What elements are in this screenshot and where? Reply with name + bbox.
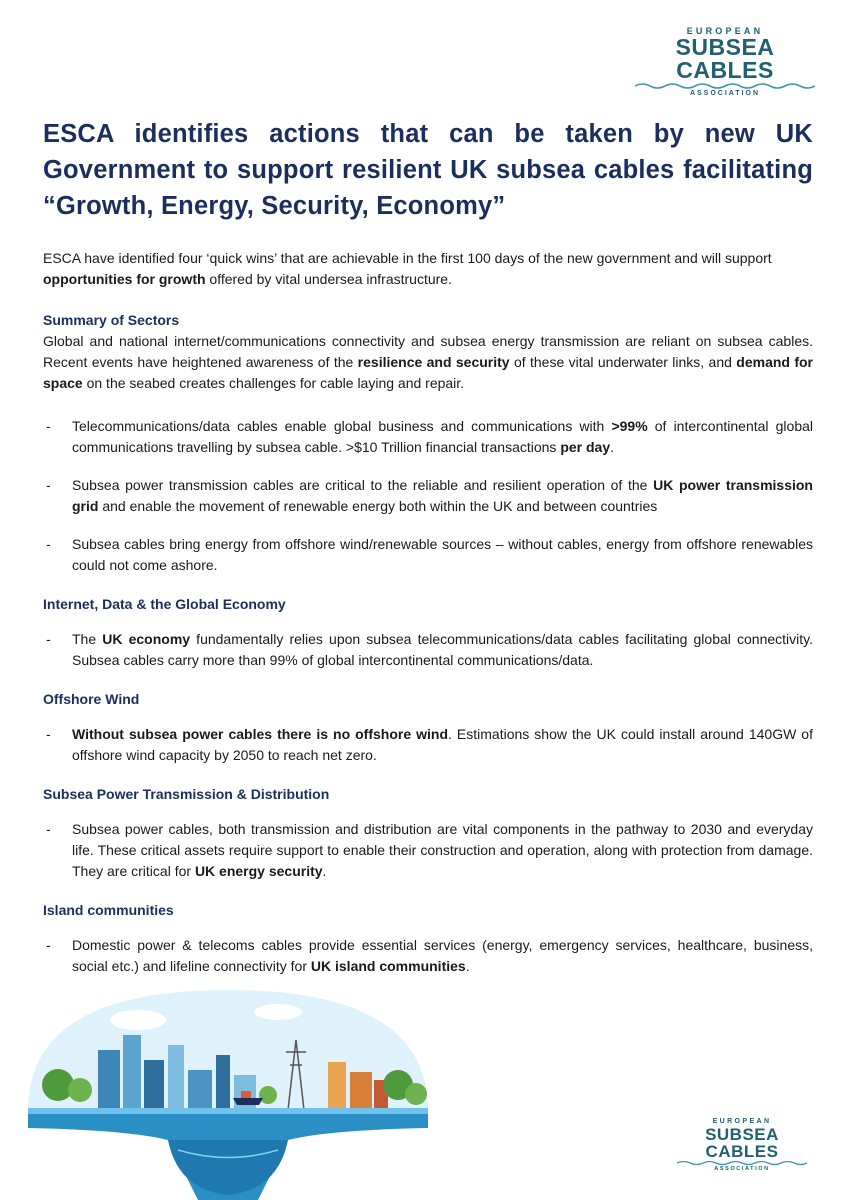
sea-surface [28,1108,428,1114]
logo-waves-icon [635,82,815,90]
power-bullet: - Subsea power cables, both transmission and distribution are vital components in the pathway to 2030 and everyday life. These critical assets require support to enable their construction and operation, along with protection from damage. They are critical for UK energy security. [43,819,813,882]
ship-icon [233,1098,263,1105]
summary-bullet-renewables: - Subsea cables bring energy from offshore wind/renewable sources – without cables, energy from offshore renewables could not come ashore. [43,534,813,576]
logo-line1: EUROPEAN [712,1118,772,1125]
summary-bullet-power: - Subsea power transmission cables are critical to the reliable and resilient operation of the UK power transmission grid and enable the movement of renewable energy both within the UK and between countries [43,475,813,517]
logo-line3: ASSOCIATION [714,1166,770,1172]
esca-logo-top [630,26,820,98]
power-section [43,784,813,882]
summary-section [43,310,813,576]
document-body [43,116,813,977]
island-heading: Island communities [43,902,174,918]
logo-line2: SUBSEA CABLES [705,1125,779,1161]
intro-paragraph: ESCA have identified four ‘quick wins’ that are achievable in the first 100 days of the new government and will support opportunities for growth offered by vital undersea infrastructure. [43,250,772,287]
city-sea-illustration [28,990,428,1200]
wind-bullet: - Without subsea power cables there is no offshore wind. Estimations show the UK could install around 140GW of offshore wind capacity by 2050 to reach net zero. [43,724,813,766]
esca-logo-bottom [672,1118,812,1172]
internet-bullet: - The UK economy fundamentally relies upon subsea telecommunications/data cables facilitating global connectivity. Subsea cables carry more than 99% of global intercontinental communications/data. [43,629,813,671]
cloud [110,1010,166,1030]
wind-section [43,689,813,766]
internet-heading: Internet, Data & the Global Economy [43,596,286,612]
summary-bullet-telecom: - Telecommunications/data cables enable global business and communications with >99% of intercontinental global communications travelling by subsea cable. >$10 Trillion financial transactions per day. [43,416,813,458]
logo-line3: ASSOCIATION [689,90,761,97]
cloud [254,1004,302,1020]
logo-line2: SUBSEA CABLES [675,34,775,83]
internet-section [43,594,813,671]
page-title: ESCA identifies actions that can be taken by new UK Government to support resilient UK subsea cables facilitating “Growth, Energy, Security, Economy” [43,120,813,220]
subsea-funnel [168,1140,288,1195]
summary-heading: Summary of Sectors [43,312,180,328]
ship-cargo [241,1091,251,1098]
wind-heading: Offshore Wind [43,691,140,707]
power-heading: Subsea Power Transmission & Distribution [43,786,330,802]
logo-line1: EUROPEAN [686,26,764,36]
island-bullet: - Domestic power & telecoms cables provide essential services (energy, emergency services, healthcare, business, social etc.) and lifeline connectivity for UK island communities. [43,935,813,977]
summary-paragraph: Global and national internet/communications connectivity and subsea energy transmission are reliant on subsea cables. Recent events have heightened awareness of the resilience and security of these vital underwater links, and demand for space on the seabed creates challenges for cable laying and repair. [43,333,814,391]
island-section [43,900,813,977]
